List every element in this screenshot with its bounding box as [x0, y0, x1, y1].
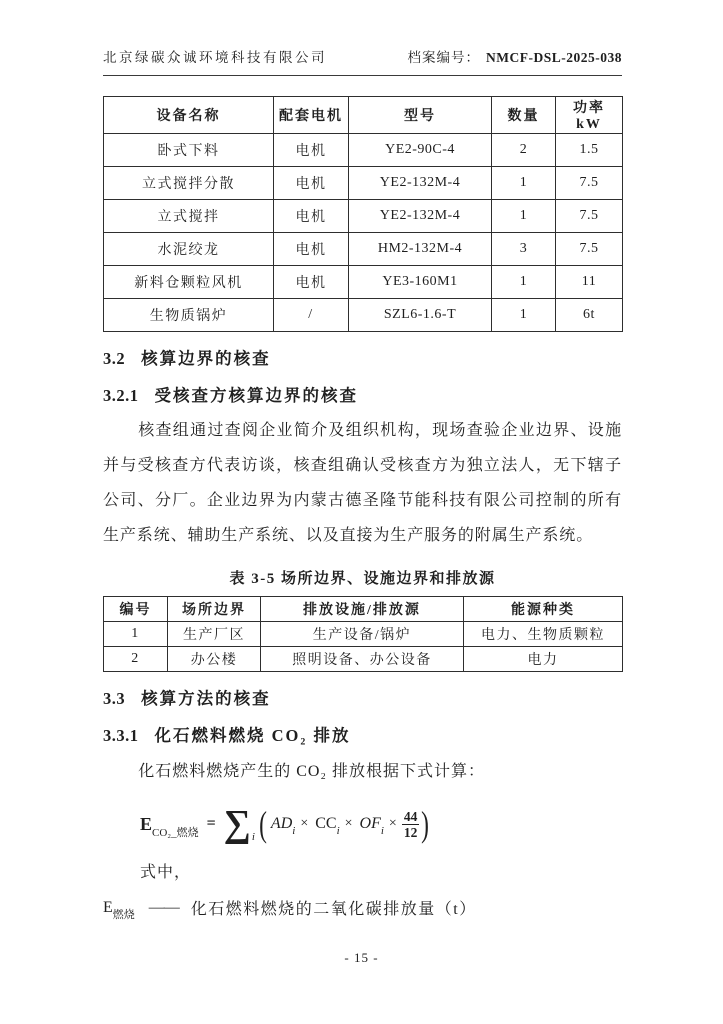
definition-dash: ——	[148, 898, 179, 916]
col-header-index: 编号	[104, 597, 168, 622]
symbol-definition-e-combustion	[103, 896, 622, 919]
table-row	[104, 647, 623, 672]
formula-lhs	[140, 813, 199, 839]
section-title: 受核查方核算边界的核查	[154, 386, 358, 405]
col-header-quantity: 数量	[492, 97, 556, 134]
where-label: 式中，	[140, 864, 192, 881]
table-cell: 1	[492, 200, 556, 233]
table-cell: /	[274, 299, 349, 332]
table-cell: YE3-160M1	[349, 266, 492, 299]
table-cell: 7.5	[556, 200, 623, 233]
table-cell: YE2-132M-4	[349, 200, 492, 233]
table-cell: YE2-132M-4	[349, 167, 492, 200]
section-title: 化石燃料燃烧 CO₂ 排放	[154, 726, 351, 745]
table-row	[104, 134, 623, 167]
section-heading-3-2-1	[103, 384, 622, 407]
table-cell: 电力、生物质颗粒	[464, 622, 623, 647]
summation	[224, 804, 257, 844]
table-cell: 1	[492, 167, 556, 200]
multiply-sign: ×	[344, 816, 353, 831]
section-number: 3.3.1	[103, 726, 139, 745]
page-number: - 15 -	[344, 950, 379, 965]
sigma-subscript: i	[251, 831, 255, 843]
table-cell: SZL6-1.6-T	[349, 299, 492, 332]
table-row	[104, 200, 623, 233]
open-paren: (	[259, 804, 267, 844]
section-number: 3.2	[103, 349, 126, 368]
table-cell: 电机	[274, 266, 349, 299]
table-3-5-caption: 表 3-5 场所边界、设施边界和排放源	[229, 571, 496, 587]
table-cell: 3	[492, 233, 556, 266]
equals-sign: =	[206, 815, 216, 832]
table-cell: 水泥绞龙	[104, 233, 274, 266]
table-cell: 电机	[274, 167, 349, 200]
col-header-site-boundary: 场所边界	[168, 597, 261, 622]
archive-number-field	[408, 46, 623, 66]
table-header-row	[104, 97, 623, 134]
section-heading-3-3-1	[103, 724, 622, 747]
col-header-emission-source: 排放设施/排放源	[261, 597, 464, 622]
sigma-symbol: ∑	[223, 803, 251, 845]
table-header-row	[104, 597, 623, 622]
defined-symbol: $E_{燃烧}$	[103, 898, 135, 921]
close-paren: )	[421, 804, 430, 844]
table-cell: 立式搅拌分散	[104, 167, 274, 200]
table-row	[104, 622, 623, 647]
term-ad: $AD_i$	[270, 815, 296, 837]
boundary-paragraph: 核查组通过查阅企业简介及组织机构，现场查验企业边界、设施并与受核查方代表访谈，核查组确认受核查方为独立法人，无下辖子公司、分厂。企业边界为内蒙古德圣隆节能科技有限公司控制的所有生产系统、辅助生产系统、以及直接为生产服务的附属生产系统。	[103, 422, 622, 544]
symbol-e: E	[140, 813, 153, 834]
col-header-model: 型号	[349, 97, 492, 134]
table-cell: 生产厂区	[168, 622, 261, 647]
table-cell: 1	[492, 299, 556, 332]
multiply-sign: ×	[300, 816, 309, 831]
col-header-energy-type: 能源种类	[464, 597, 623, 622]
table-cell: 1	[104, 622, 168, 647]
table-cell: 6t	[556, 299, 623, 332]
section-number: 3.3	[103, 689, 126, 708]
term-of: $OF_i$	[359, 815, 384, 837]
multiply-sign: ×	[388, 816, 397, 831]
term-cc: $CC_i$	[315, 815, 340, 837]
table-cell: 新料仓颗粒风机	[104, 266, 274, 299]
table-cell: 2	[492, 134, 556, 167]
formula-intro: 化石燃料燃烧产生的 CO₂ 排放根据下式计算：	[138, 763, 485, 780]
table-cell: 7.5	[556, 167, 623, 200]
table-row	[104, 266, 623, 299]
table-cell: YE2-90C-4	[349, 134, 492, 167]
col-header-device-name: 设备名称	[104, 97, 274, 134]
archive-number: NMCF-DSL-2025-038	[486, 50, 622, 65]
table-cell: 1	[492, 266, 556, 299]
section-title: 核算边界的核查	[141, 349, 271, 368]
section-heading-3-2	[103, 347, 622, 370]
boundary-table	[103, 596, 623, 672]
equipment-table	[103, 96, 623, 332]
table-cell: 照明设备、办公设备	[261, 647, 464, 672]
fraction-44-12: $\frac{44}{12}$	[403, 808, 418, 840]
table-cell: 电机	[274, 233, 349, 266]
table-cell: 卧式下料	[104, 134, 274, 167]
table-cell: 电力	[464, 647, 623, 672]
symbol-e-subscript: CO₂_燃烧	[152, 826, 199, 839]
archive-label: 档案编号：	[407, 50, 480, 65]
definition-text: 化石燃料燃烧的二氧化碳排放量（t）	[190, 901, 477, 918]
table-cell: 2	[104, 647, 168, 672]
table-cell: 1.5	[556, 134, 623, 167]
col-header-motor: 配套电机	[274, 97, 349, 134]
table-cell: 生产设备/锅炉	[261, 622, 464, 647]
co2-combustion-formula	[140, 799, 622, 849]
table-row	[104, 167, 623, 200]
table-cell: HM2-132M-4	[349, 233, 492, 266]
section-heading-3-3	[103, 687, 622, 710]
table-cell: 办公楼	[168, 647, 261, 672]
table-row	[104, 233, 623, 266]
page-header	[103, 46, 622, 76]
company-name: 北京绿碳众诚环境科技有限公司	[103, 50, 327, 65]
table-row	[104, 299, 623, 332]
table-cell: 7.5	[556, 233, 623, 266]
table-cell: 电机	[274, 134, 349, 167]
table-cell: 立式搅拌	[104, 200, 274, 233]
col-header-power: 功率 kW	[556, 97, 623, 134]
section-title: 核算方法的核查	[141, 689, 271, 708]
section-number: 3.2.1	[103, 386, 139, 405]
table-cell: 生物质锅炉	[104, 299, 274, 332]
table-cell: 电机	[274, 200, 349, 233]
table-cell: 11	[556, 266, 623, 299]
